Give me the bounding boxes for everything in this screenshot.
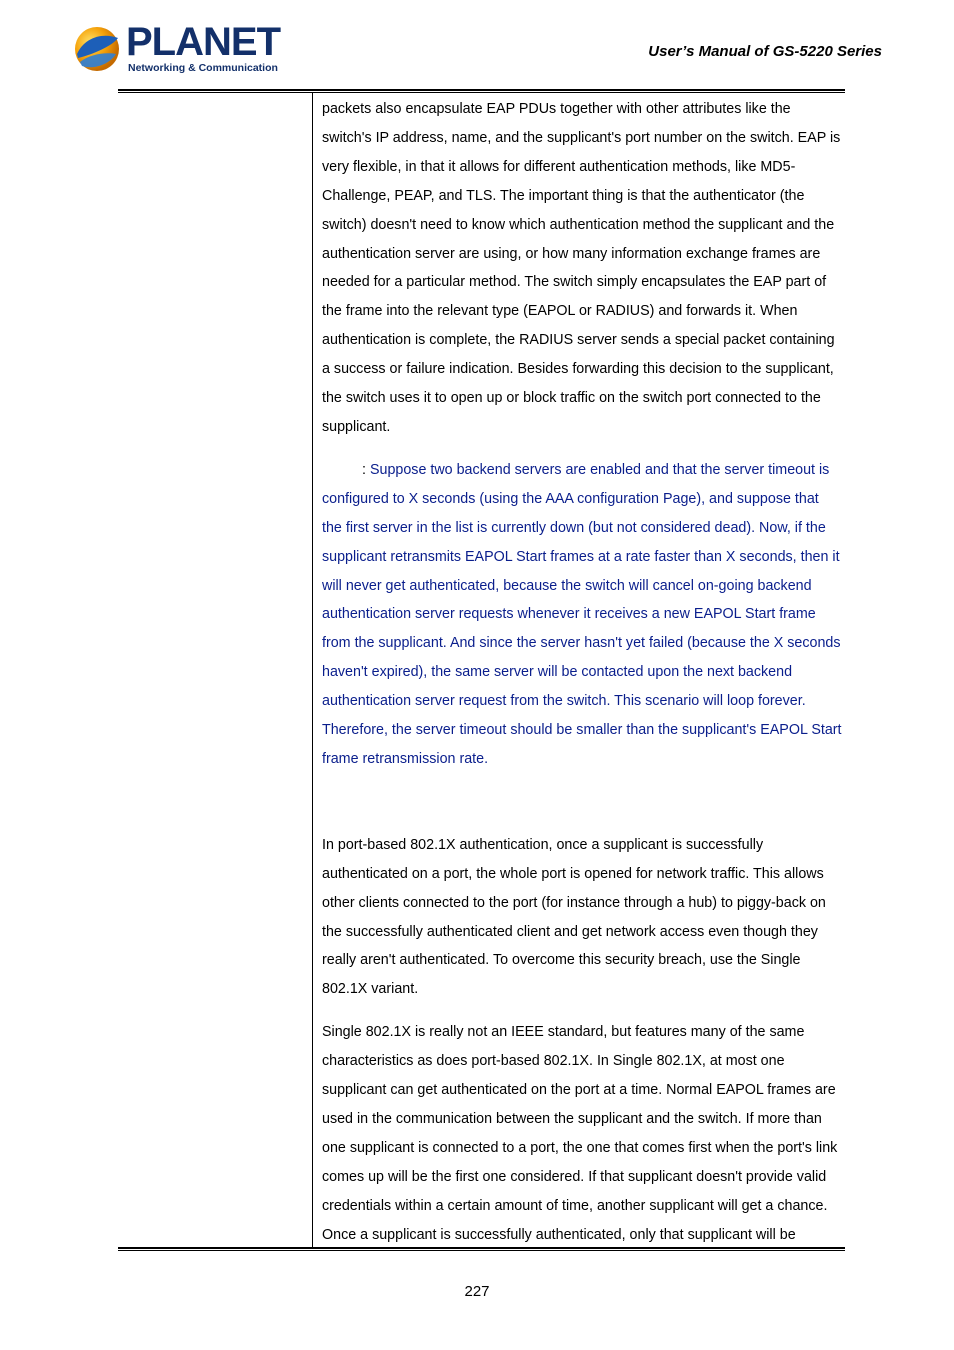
column-divider <box>312 93 313 1248</box>
footer-rule <box>118 1247 845 1251</box>
paragraph-single-8021x: Single 802.1X is really not an IEEE standard, but features many of the same characteristics as does port-based 802.1X. In Single 802.1X, at most one supplicant can get authenticated on the port at a time. Normal EAPOL frames are used in the communication between the supplicant and the switch. If more than one supplicant is connected to a port, the one that comes first when the port's link comes up will be the first one considered. If that supplicant doesn't provide valid credentials within a certain amount of time, another supplicant will get a chance. Once a supplicant is successfully authenticated, only that supplicant will be <box>322 1024 838 1243</box>
globe-icon <box>72 24 122 74</box>
note-prefix: : <box>362 461 370 478</box>
page-number: 227 <box>464 1283 490 1300</box>
header-rule <box>118 89 845 93</box>
paragraph-port-based: In port-based 802.1X authentication, once a supplicant is successfully authenticated on a port, the whole port is opened for network traffic. This allows other clients connected to the port (for instance through a hub) to piggy-back on the successfully authenticated client and get network access even though they really aren't authenticated. To overcome this security breach, use the Single 802.1X variant. <box>322 836 826 998</box>
planet-logo <box>72 20 280 78</box>
logo-tagline: Networking & Communication <box>128 62 278 74</box>
paragraph-eap: packets also encapsulate EAP PDUs together with other attributes like the switch's IP address, name, and the supplicant's port number on the switch. EAP is very flexible, in that it allows for different authentication methods, like MD5-Challenge, PEAP, and TLS. The important thing is that the authenticator (the switch) doesn't need to know which authentication method the supplicant and the authentication server are using, or how many information exchange frames are needed for a particular method. The switch simply encapsulates the EAP part of the frame into the relevant type (EAPOL or RADIUS) and forwards it. When authentication is complete, the RADIUS server sends a special packet containing a success or failure indication. Besides forwarding this decision to the supplicant, the switch uses it to open up or block traffic on the switch port connected to the supplicant. <box>322 101 841 435</box>
section-gap <box>322 788 842 831</box>
note-text: Suppose two backend servers are enabled and that the server timeout is configured to X seconds (using the AAA configuration Page), and suppose that the first server in the list is currently down (but not considered dead). Now, if the supplicant retransmits EAPOL Start frames at a rate faster than X seconds, then it will never get authenticated, because the switch will cancel on-going backend authentication server requests whenever it receives a new EAPOL Start frame from the supplicant. And since the server hasn't yet failed (because the X seconds haven't expired), the same server will be contacted upon the next backend authentication server request from the switch. This scenario will loop forever. Therefore, the server timeout should be smaller than the supplicant's EAPOL Start frame retransmission rate. <box>322 461 842 767</box>
main-content <box>322 95 842 1264</box>
note-paragraph <box>322 456 842 774</box>
manual-title: User’s Manual of GS-5220 Series <box>648 43 882 60</box>
logo-wordmark: PLANET <box>126 20 280 64</box>
